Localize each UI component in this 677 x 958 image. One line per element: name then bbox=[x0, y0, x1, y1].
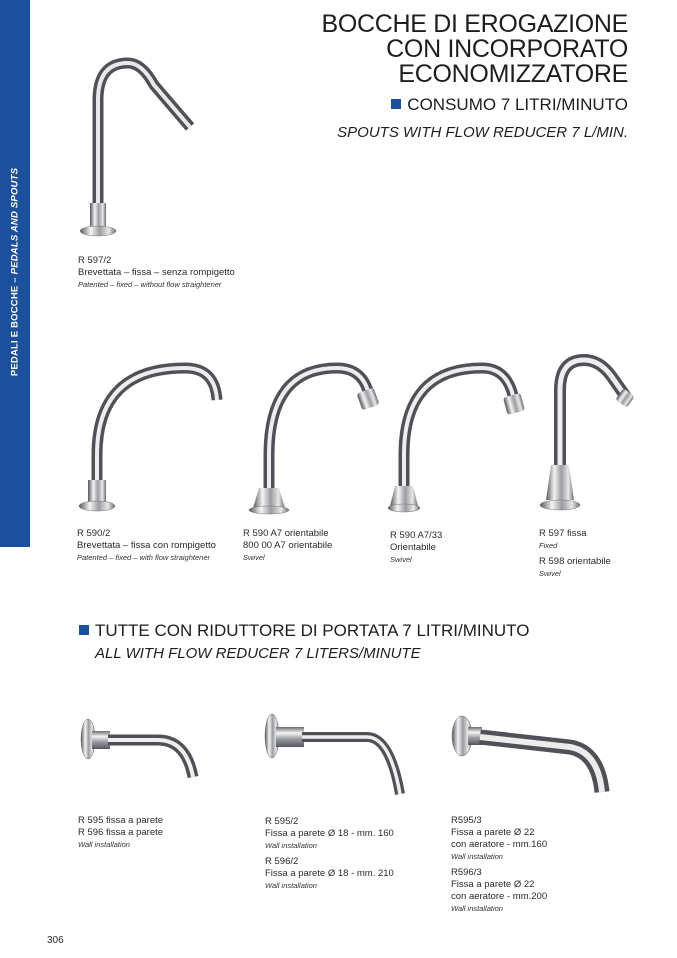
subtitle bbox=[391, 95, 628, 115]
spout-r597-image bbox=[540, 355, 640, 520]
section-heading bbox=[79, 621, 529, 641]
product-code: R 595 fissa a parete bbox=[78, 815, 164, 826]
subtitle-en: SPOUTS WITH FLOW REDUCER 7 L/MIN. bbox=[337, 124, 628, 141]
square-bullet-icon bbox=[79, 625, 89, 635]
section-sidebar bbox=[0, 0, 30, 547]
product-code: R 590/2 bbox=[77, 528, 111, 539]
spout-r597-2-image bbox=[70, 55, 210, 245]
caption-r590-a7-33 bbox=[390, 530, 442, 565]
product-desc: Brevettata – fissa – senza rompigetto bbox=[78, 267, 235, 278]
product-code: R595/3 bbox=[451, 815, 482, 826]
spout-r590-a7-33-image bbox=[390, 360, 535, 520]
product-desc-2: Fissa a parete Ø 18 - mm. 210 bbox=[265, 868, 394, 879]
product-desc: Brevettata – fissa con rompigetto bbox=[77, 540, 216, 551]
title-line-1: BOCCHE DI EROGAZIONE bbox=[321, 10, 628, 38]
caption-r595 bbox=[78, 815, 163, 850]
section-heading-en: ALL WITH FLOW REDUCER 7 LITERS/MINUTE bbox=[95, 645, 421, 662]
caption-r597-2 bbox=[78, 255, 235, 290]
product-desc-en-2: Wall installation bbox=[451, 904, 503, 913]
product-code: R 597 fissa bbox=[539, 528, 587, 539]
product-code: R 590 A7 orientabile bbox=[243, 528, 329, 539]
product-desc-en: Patented – fixed – with flow straightener bbox=[77, 553, 210, 562]
caption-r597 bbox=[539, 528, 611, 579]
product-desc-en: Wall installation bbox=[451, 852, 503, 861]
product-code-2: R 598 orientabile bbox=[539, 556, 611, 567]
product-desc-b: con aeratore - mm.160 bbox=[451, 839, 548, 850]
sidebar-label bbox=[10, 168, 21, 376]
title-line-2: CON INCORPORATO bbox=[386, 35, 628, 63]
product-code: R 590 A7/33 bbox=[390, 530, 443, 541]
spout-r590-a7-image bbox=[245, 360, 390, 520]
product-code: R 597/2 bbox=[78, 255, 112, 266]
product-desc-en: Swivel bbox=[390, 555, 412, 564]
product-desc-2b: con aeratore - mm.200 bbox=[451, 891, 548, 902]
product-code-2: R 596/2 bbox=[265, 856, 299, 867]
caption-r595-3 bbox=[451, 815, 547, 914]
product-desc: Orientabile bbox=[390, 542, 436, 553]
square-bullet-icon bbox=[391, 99, 401, 109]
product-code-2: R596/3 bbox=[451, 867, 482, 878]
sidebar-separator: – bbox=[9, 277, 21, 283]
title-line-3: ECONOMIZZATORE bbox=[398, 60, 628, 88]
caption-r595-2 bbox=[265, 816, 394, 891]
product-code-2: R 596 fissa a parete bbox=[78, 827, 164, 838]
sidebar-section: PEDALI E BOCCHE bbox=[9, 285, 21, 377]
spout-r590-2-image bbox=[75, 360, 225, 520]
product-code-2: 800 00 A7 orientabile bbox=[243, 540, 333, 551]
product-desc: Fissa a parete Ø 18 - mm. 160 bbox=[265, 828, 394, 839]
subtitle-text: CONSUMO 7 LITRI/MINUTO bbox=[407, 95, 628, 114]
wall-spout-r595-3-image bbox=[450, 712, 615, 807]
product-desc-en: Fixed bbox=[539, 541, 558, 550]
wall-spout-r595-2-image bbox=[262, 712, 412, 807]
product-desc-en: Wall installation bbox=[78, 840, 130, 849]
page-number: 306 bbox=[47, 935, 64, 946]
sidebar-section-en: PEDALS AND SPOUTS bbox=[9, 167, 21, 275]
product-desc-en: Swivel bbox=[243, 553, 265, 562]
product-desc-en-2: Swivel bbox=[539, 569, 561, 578]
caption-r590-a7 bbox=[243, 528, 332, 563]
product-desc-en: Wall installation bbox=[265, 841, 317, 850]
product-desc-en: Patented – fixed – without flow straightener bbox=[78, 280, 222, 289]
product-desc-en-2: Wall installation bbox=[265, 881, 317, 890]
product-desc: Fissa a parete Ø 22 bbox=[451, 827, 535, 838]
page-title bbox=[321, 12, 628, 87]
wall-spout-r595-image bbox=[78, 715, 208, 795]
caption-r590-2 bbox=[77, 528, 216, 563]
product-code: R 595/2 bbox=[265, 816, 299, 827]
product-desc-2: Fissa a parete Ø 22 bbox=[451, 879, 535, 890]
section-heading-text: TUTTE CON RIDUTTORE DI PORTATA 7 LITRI/MINUTO bbox=[95, 621, 530, 640]
